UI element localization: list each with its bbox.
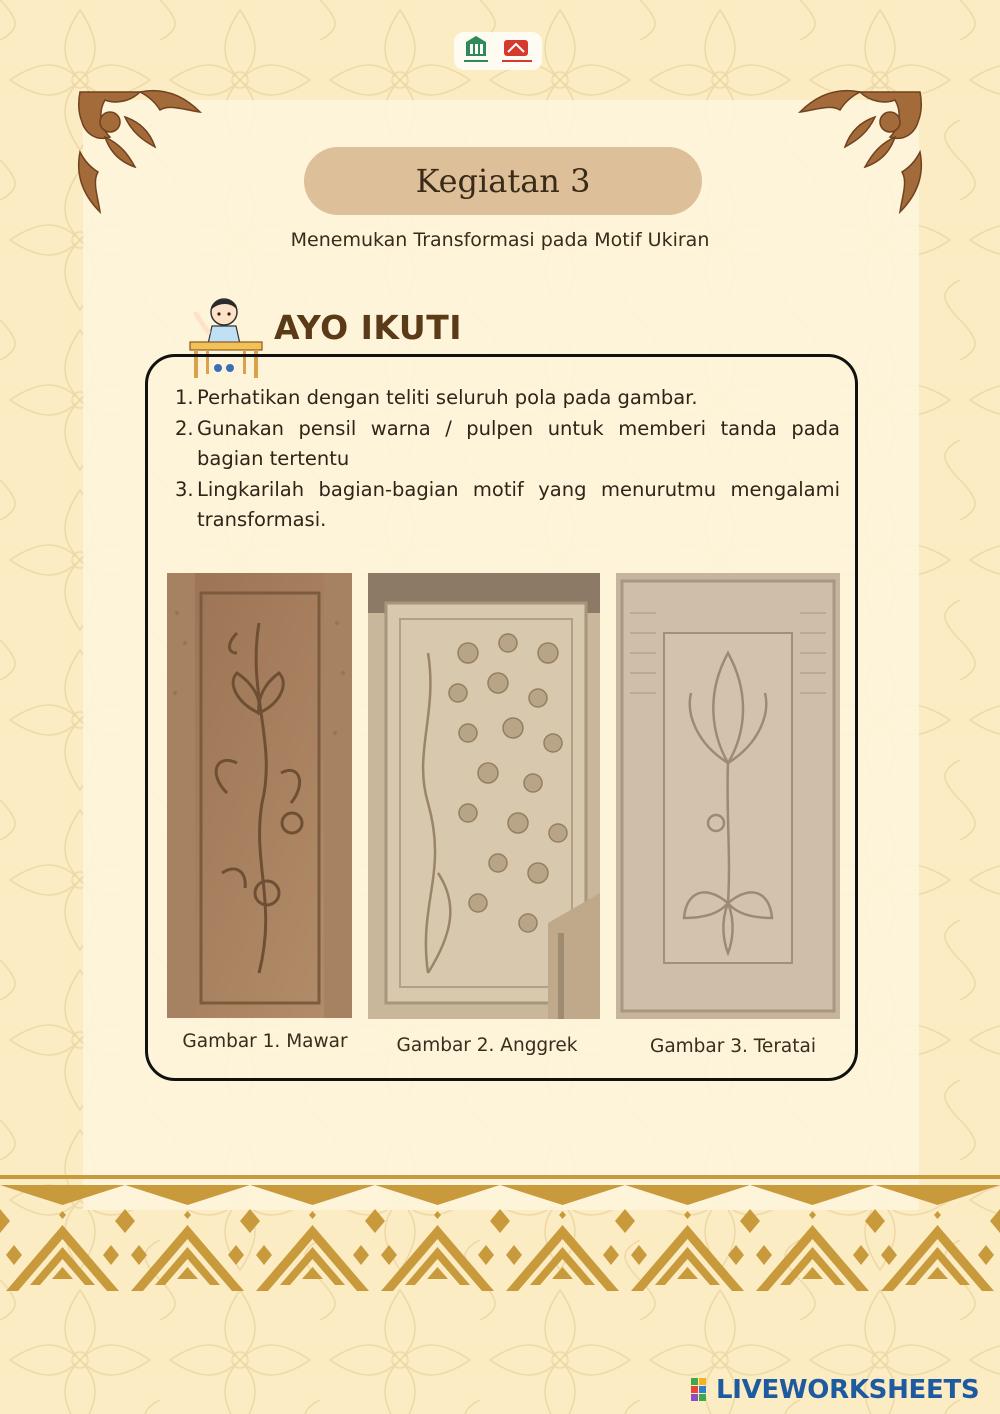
publisher-logos bbox=[452, 30, 544, 72]
liveworksheets-logo-icon bbox=[690, 1377, 716, 1403]
figure-caption-1: Gambar 1. Mawar bbox=[182, 1031, 348, 1052]
carving-photo-anggrek[interactable] bbox=[368, 573, 600, 1019]
figure-caption-2: Gambar 2. Anggrek bbox=[396, 1035, 578, 1056]
section-heading: AYO IKUTI bbox=[274, 308, 462, 347]
list-item-number: 3. bbox=[175, 477, 194, 501]
songket-border-motif bbox=[0, 1175, 1000, 1295]
list-item bbox=[175, 383, 840, 414]
liveworksheets-watermark bbox=[690, 1372, 990, 1408]
carving-photo-teratai[interactable] bbox=[616, 573, 840, 1019]
activity-title: Kegiatan 3 bbox=[304, 147, 702, 215]
corner-ornament-right bbox=[785, 82, 930, 227]
figure-caption-3: Gambar 3. Teratai bbox=[649, 1036, 816, 1057]
list-item-number: 2. bbox=[175, 416, 194, 440]
watermark-text: LIVEWORKSHEETS bbox=[716, 1375, 980, 1405]
activity-subtitle: Menemukan Transformasi pada Motif Ukiran bbox=[290, 229, 710, 251]
list-item bbox=[175, 475, 840, 536]
instructions-list bbox=[175, 383, 840, 536]
list-item bbox=[175, 414, 840, 475]
list-item-text: Gunakan pensil warna / pulpen untuk memberi tanda pada bagian tertentu bbox=[197, 416, 840, 470]
corner-ornament-left bbox=[70, 82, 215, 227]
list-item-number: 1. bbox=[175, 386, 194, 409]
list-item-text: Perhatikan dengan teliti seluruh pola pada gambar. bbox=[197, 386, 698, 409]
carving-photo-mawar[interactable] bbox=[167, 573, 352, 1018]
list-item-text: Lingkarilah bagian-bagian motif yang menurutmu mengalami transformasi. bbox=[197, 477, 840, 531]
